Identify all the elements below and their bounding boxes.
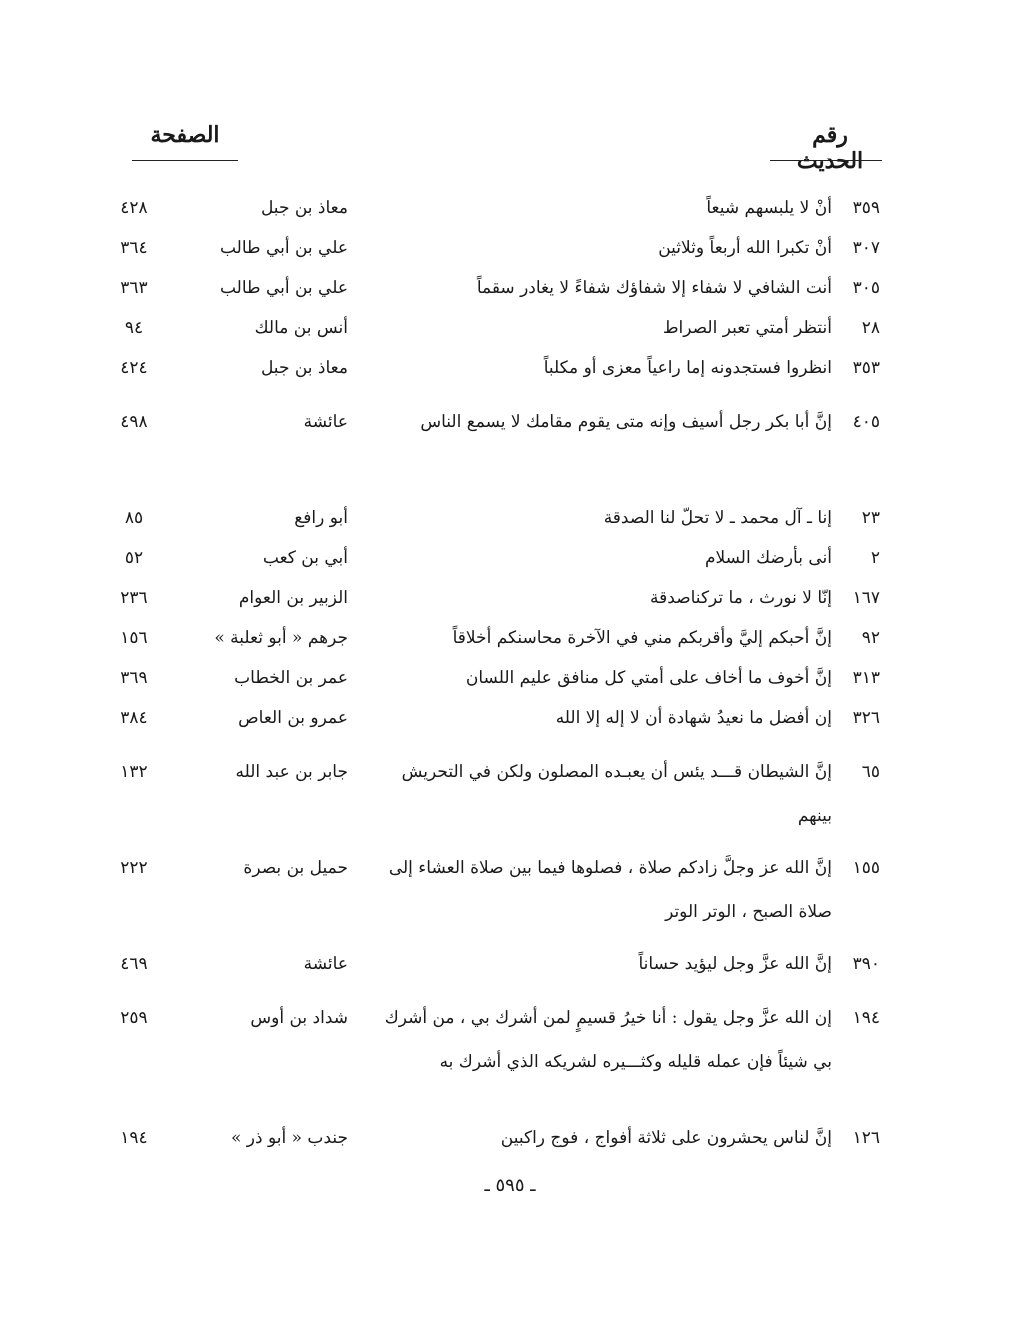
hadith-number: ٣٩٠ (852, 954, 880, 974)
narrator: معاذ بن جبل (260, 198, 348, 218)
hadith-number: ٣٥٩ (852, 198, 880, 218)
narrator: عمر بن الخطاب (234, 668, 348, 688)
hadith-text: إنَّ الله عز وجلَّ زادكم صلاة ، فصلوها فيما بين صلاة العشاء إلى صلاة الصبح ، الوتر الوتر (388, 858, 832, 922)
hadith-number-header: رقم الحديث (796, 122, 864, 174)
narrator: أنس بن مالك (254, 318, 348, 338)
hadith-number: ٣٢٦ (852, 708, 880, 728)
hadith-text: أنْ لا يلبسهم شيعاً (706, 198, 832, 218)
page-number: ١٥٦ (120, 628, 148, 648)
hadith-number: ٤٠٥ (852, 412, 880, 432)
page-number: ٤٢٤ (120, 358, 148, 378)
hadith-number: ٣٠٥ (852, 278, 880, 298)
hadith-text: أنت الشافي لا شفاء إلا شفاؤك شفاءً لا يغادر سقماً (476, 278, 832, 298)
page-number: ١٣٢ (120, 762, 148, 782)
hadith-number: ٦٥ (861, 762, 880, 782)
hadith-number: ١٩٤ (852, 1008, 880, 1028)
page-number: ٤٢٨ (120, 198, 148, 218)
page-number: ٢٢٢ (120, 858, 148, 878)
hadith-text: إنَّ أبا بكر رجل أسيف وإنه متى يقوم مقامك لا يسمع الناس (420, 412, 832, 432)
hadith-text: إن أفضل ما نعيدُ شهادة أن لا إله إلا الله (555, 708, 832, 728)
narrator: جندب « أبو ذر » (231, 1128, 348, 1148)
narrator: أبو رافع (294, 508, 348, 528)
hadith-text: انظروا فستجدونه إما راعياً معزى أو مكلباً (543, 358, 832, 378)
hadith-text: إنَّ الشيطان قـــد يئس أن يعبـده المصلون ولكن في التحريش بينهم (401, 762, 832, 826)
hadith-number: ٣٥٣ (852, 358, 880, 378)
narrator: علي بن أبي طالب (219, 278, 348, 298)
hadith-number: ٩٢ (861, 628, 880, 648)
narrator: علي بن أبي طالب (219, 238, 348, 258)
page-number: ٤٩٨ (120, 412, 148, 432)
page-number: ٥٢ (124, 548, 144, 568)
narrator: معاذ بن جبل (260, 358, 348, 378)
narrator: جرهم « أبو ثعلبة » (214, 628, 348, 648)
page-header: الصفحة (150, 122, 220, 148)
hadith-number: ٢٣ (861, 508, 880, 528)
hadith-text: إنَّ أحبكم إليَّ وأقربكم مني في الآخرة محاسنكم أخلاقاً (452, 628, 832, 648)
hadith-text: أنتظر أمتي تعبر الصراط (662, 318, 832, 338)
hadith-text: أنْ تكبرا الله أربعاً وثلاثين (658, 238, 832, 258)
page-number: ١٩٤ (120, 1128, 148, 1148)
narrator: الزبير بن العوام (238, 588, 348, 608)
narrator: شداد بن أوس (250, 1008, 348, 1028)
page-number: ٣٨٤ (120, 708, 148, 728)
page-number: ٢٥٩ (120, 1008, 148, 1028)
footer-page-number: ـ ٥٩٥ ـ (484, 1175, 536, 1196)
narrator: جابر بن عبد الله (235, 762, 348, 782)
hadith-text: إنا ـ آل محمد ـ لا تحلّ لنا الصدقة (603, 508, 832, 528)
narrator: أبي بن كعب (262, 548, 348, 568)
page-number: ٩٤ (124, 318, 144, 338)
hadith-number: ١٢٦ (852, 1128, 880, 1148)
hadith-text: أنى بأرضك السلام (704, 548, 832, 568)
narrator: عمرو بن العاص (238, 708, 348, 728)
narrator: عائشة (303, 412, 348, 432)
hadith-number: ٢٨ (861, 318, 880, 338)
hadith-number: ٣٠٧ (852, 238, 880, 258)
page-number: ٣٦٣ (120, 278, 148, 298)
hadith-text: إنّا لا نورث ، ما تركناصدقة (650, 588, 832, 608)
narrator: عائشة (303, 954, 348, 974)
hadith-text: إن الله عزَّ وجل يقول : أنا خيرُ قسيمٍ لمن أشرك بي ، من أشرك بي شيئاً فإن عمله قليله وكثـــيره لشريكه الذي أشرك به (384, 1008, 832, 1072)
page-number: ٣٦٤ (120, 238, 148, 258)
hadith-number: ٢ (870, 548, 880, 568)
hadith-text: إنَّ لناس يحشرون على ثلاثة أفواج ، فوج راكبين (500, 1128, 832, 1148)
narrator: حميل بن بصرة (243, 858, 348, 878)
hadith-text: إنَّ الله عزَّ وجل ليؤيد حساناً (638, 954, 832, 974)
hadith-number: ١٦٧ (852, 588, 880, 608)
hadith-number: ٣١٣ (852, 668, 880, 688)
page-number: ٢٣٦ (120, 588, 148, 608)
page-number: ٨٥ (124, 508, 144, 528)
page-number: ٤٦٩ (120, 954, 148, 974)
hadith-text: إنَّ أخوف ما أخاف على أمتي كل منافق عليم اللسان (465, 668, 832, 688)
page-number: ٣٦٩ (120, 668, 148, 688)
hadith-number: ١٥٥ (852, 858, 880, 878)
